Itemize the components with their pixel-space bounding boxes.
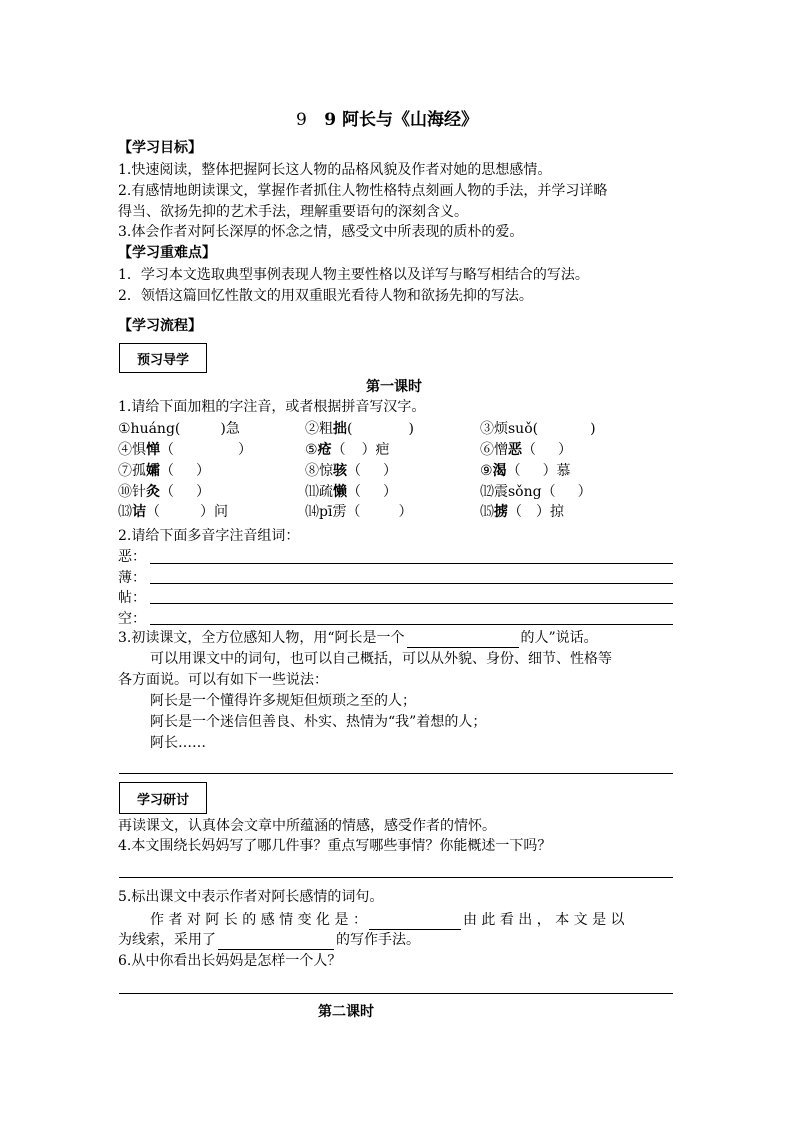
keypoint-item: 1．学习本文选取典型事例表现人物主要性格以及详写与略写相结合的写法。 <box>118 267 589 283</box>
phonetic-item: ④惧惮（ ） <box>118 442 252 458</box>
phonetic-item: ⒂掳（ ）掠 <box>480 504 564 520</box>
goals-heading: 【学习目标】 <box>118 140 202 156</box>
phonetic-item: ⑨渴（ ）慕 <box>480 463 571 479</box>
process-heading: 【学习流程】 <box>118 318 202 334</box>
answer-blank[interactable] <box>407 632 519 648</box>
question-5: 5.标出课文中表示作者对阿长感情的词句。 <box>118 889 384 905</box>
question-3-body: 各方面说。可以有如下一些说法： <box>118 672 328 688</box>
question-6: 6.从中你看出长妈妈是怎样一个人？ <box>118 953 342 969</box>
research-section-box: 学习研讨 <box>119 782 207 814</box>
page-title: 9 9 阿长与《山海经》 <box>296 110 478 130</box>
example-sentence: 阿长是一个懂得许多规矩但烦琐之至的人； <box>150 693 416 709</box>
phonetic-item: ⑥憎恶（ ） <box>480 442 572 458</box>
answer-blank[interactable] <box>218 934 334 950</box>
q5-text-a: 作 者 对 阿 长 的 感 情 变 化 是 ： <box>150 912 367 928</box>
answer-line[interactable] <box>150 563 673 564</box>
answer-line[interactable] <box>150 624 673 625</box>
phonetic-item: ⑦孤孀（ ） <box>118 463 210 479</box>
answer-line[interactable] <box>119 773 673 774</box>
keypoints-heading: 【学习重难点】 <box>118 245 216 261</box>
answer-blank[interactable] <box>369 914 461 930</box>
phonetic-item: ⑾疏懒（ ） <box>305 484 397 500</box>
answer-line[interactable] <box>119 993 673 994</box>
preview-section-box: 预习导学 <box>119 343 207 373</box>
question-5-body <box>118 930 420 950</box>
q5-text-b: 由 此 看 出 ， 本 文 是 以 <box>462 912 625 928</box>
question-3-text-b: 的人”说话。 <box>520 630 598 646</box>
phonetic-item: ⒀诘（ ）问 <box>118 504 228 520</box>
question-5-body <box>150 910 625 930</box>
phonetic-item: ⑧惊骇（ ） <box>305 463 397 479</box>
q5-text-d: 的写作手法。 <box>336 932 420 948</box>
question-3-text-a: 3.初读课文，全方位感知人物，用“阿长是一个 <box>118 630 405 646</box>
example-sentence: 阿长是一个迷信但善良、朴实、热情为“我”着想的人； <box>150 714 487 730</box>
poly-char-label: 薄： <box>118 570 146 586</box>
poly-char-label: 空： <box>118 611 146 627</box>
keypoint-item: 2．领悟这篇回忆性散文的用双重眼光看待人物和欲扬先抑的写法。 <box>118 288 533 304</box>
lesson2-heading: 第二课时 <box>318 1004 374 1020</box>
question-3 <box>118 628 598 648</box>
example-sentence: 阿长…… <box>150 735 206 751</box>
question-3-body: 可以用课文中的词句，也可以自己概括，可以从外貌、身份、细节、性格等 <box>150 651 612 667</box>
question-1: 1.请给下面加粗的字注音，或者根据拼音写汉字。 <box>118 399 426 415</box>
answer-line[interactable] <box>150 603 673 604</box>
poly-char-label: 帖： <box>118 590 146 606</box>
poly-char-label: 恶： <box>118 549 146 565</box>
question-2: 2.请给下面多音字注音组词： <box>118 528 300 544</box>
goal-item: 2.有感情地朗读课文，掌握作者抓住人物性格特点刻画人物的手法，并学习详略 <box>118 183 608 199</box>
title-text: 9 阿长与《山海经》 <box>324 110 478 130</box>
phonetic-item: ②粗拙( ) <box>305 421 414 437</box>
goal-item: 1.快速阅读，整体把握阿长这人物的品格风貌及作者对她的思想感情。 <box>118 162 552 178</box>
goal-item: 得当、欲扬先抑的艺术手法，理解重要语句的深刻含义。 <box>118 204 468 220</box>
phonetic-item: ⑩针灸（ ） <box>118 484 210 500</box>
phonetic-item: ⒁pī雳（ ） <box>305 504 413 520</box>
phonetic-item: ①huáng( )急 <box>118 421 240 437</box>
answer-line[interactable] <box>119 877 673 878</box>
lesson1-heading: 第一课时 <box>366 379 422 395</box>
question-4: 4.本文围绕长妈妈写了哪几件事？重点写哪些事情？你能概述一下吗？ <box>118 838 552 854</box>
q5-text-c: 为线索，采用了 <box>118 932 216 948</box>
goal-item: 3.体会作者对阿长深厚的怀念之情，感受文中所表现的质朴的爱。 <box>118 224 524 240</box>
phonetic-item: ③烦suǒ( ) <box>480 421 596 437</box>
phonetic-item: ⑤疮（ ）疤 <box>305 442 390 458</box>
answer-line[interactable] <box>150 583 673 584</box>
phonetic-item: ⑿震sǒng（ ） <box>480 484 592 500</box>
research-intro: 再读课文，认真体会文章中所蕴涵的情感，感受作者的情怀。 <box>118 818 496 834</box>
